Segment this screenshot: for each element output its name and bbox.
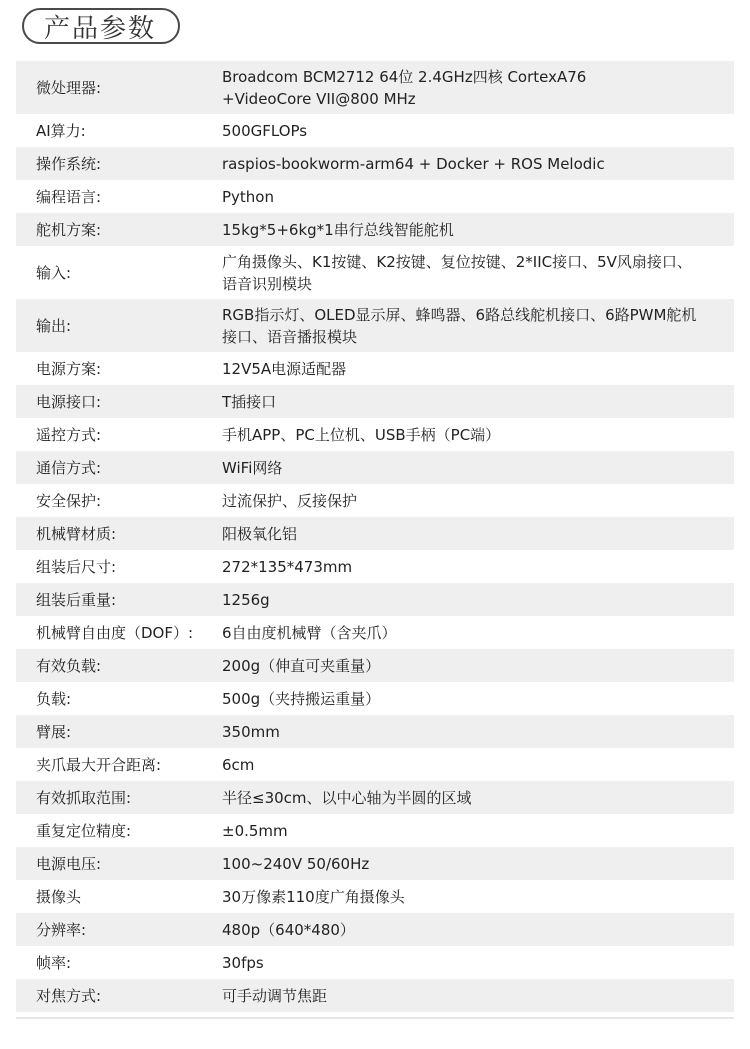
spec-label: 有效负载: — [36, 656, 102, 675]
spec-row — [16, 616, 734, 649]
spec-row — [16, 682, 734, 715]
spec-value-line: ±0.5mm — [222, 821, 288, 840]
spec-label: 分辨率: — [36, 920, 87, 939]
spec-row — [16, 715, 734, 748]
spec-label: 夹爪最大开合距离: — [36, 755, 162, 774]
spec-row — [16, 946, 734, 979]
spec-value-line: 480p（640*480） — [222, 920, 355, 939]
spec-value — [206, 952, 734, 974]
spec-row — [16, 781, 734, 814]
spec-value-line: 1256g — [222, 590, 270, 609]
spec-row — [16, 814, 734, 847]
spec-row — [16, 484, 734, 517]
spec-value — [206, 153, 734, 175]
spec-row — [16, 114, 734, 147]
spec-label: 对焦方式: — [36, 986, 102, 1005]
spec-label: 负载: — [36, 689, 72, 708]
spec-label: 电源接口: — [36, 392, 102, 411]
spec-label: 重复定位精度: — [36, 821, 132, 840]
spec-row — [16, 748, 734, 781]
spec-value-line: 可手动调节焦距 — [222, 986, 328, 1005]
spec-row — [16, 418, 734, 451]
spec-label: 机械臂材质: — [36, 524, 117, 543]
spec-label: AI算力: — [36, 121, 86, 140]
spec-value-line: WiFi网络 — [222, 458, 283, 477]
spec-value — [206, 358, 734, 380]
spec-value-line: 30万像素110度广角摄像头 — [222, 887, 405, 906]
spec-value — [206, 424, 734, 446]
spec-value — [206, 304, 734, 348]
spec-value — [206, 919, 734, 941]
spec-value — [206, 251, 734, 295]
table-bottom-divider — [16, 1017, 734, 1019]
spec-value-line: 广角摄像头、K1按键、K2按键、复位按键、2*IIC接口、5V风扇接口、 — [222, 252, 692, 271]
spec-value-line: 100~240V 50/60Hz — [222, 854, 370, 873]
spec-value — [206, 186, 734, 208]
spec-row — [16, 517, 734, 550]
spec-row — [16, 213, 734, 246]
spec-row — [16, 451, 734, 484]
spec-value-line: RGB指示灯、OLED显示屏、蜂鸣器、6路总线舵机接口、6路PWM舵机 — [222, 305, 697, 324]
spec-label: 操作系统: — [36, 154, 102, 173]
spec-value — [206, 853, 734, 875]
spec-value-line: +VideoCore VII@800 MHz — [222, 89, 416, 108]
spec-value — [206, 787, 734, 809]
spec-row — [16, 550, 734, 583]
spec-value — [206, 66, 734, 110]
spec-label: 安全保护: — [36, 491, 102, 510]
spec-value-line: 过流保护、反接保护 — [222, 491, 358, 510]
spec-row — [16, 299, 734, 352]
spec-value-line: 半径≤30cm、以中心轴为半圆的区域 — [222, 788, 472, 807]
spec-value-line: 阳极氧化铝 — [222, 524, 298, 543]
spec-value — [206, 688, 734, 710]
spec-row — [16, 583, 734, 616]
spec-row — [16, 385, 734, 418]
spec-label: 臂展: — [36, 722, 72, 741]
spec-value — [206, 490, 734, 512]
spec-label: 输出: — [36, 316, 72, 335]
spec-row — [16, 61, 734, 114]
spec-label: 摄像头 — [36, 887, 82, 906]
spec-row — [16, 913, 734, 946]
spec-label: 有效抓取范围: — [36, 788, 132, 807]
spec-value — [206, 622, 734, 644]
spec-value-line: 6cm — [222, 755, 255, 774]
spec-value — [206, 556, 734, 578]
spec-label: 输入: — [36, 263, 72, 282]
spec-value — [206, 120, 734, 142]
spec-value-line: 272*135*473mm — [222, 557, 353, 576]
spec-value-line: 12V5A电源适配器 — [222, 359, 347, 378]
spec-value-line: raspios-bookworm-arm64 + Docker + ROS Melodic — [222, 154, 605, 173]
spec-label: 编程语言: — [36, 187, 102, 206]
spec-value — [206, 589, 734, 611]
spec-label: 微处理器: — [36, 78, 102, 97]
spec-label: 机械臂自由度（DOF）: — [36, 623, 194, 642]
spec-value — [206, 219, 734, 241]
spec-label: 舵机方案: — [36, 220, 102, 239]
spec-value-line: 语音识别模块 — [222, 274, 313, 293]
spec-value-line: 手机APP、PC上位机、USB手柄（PC端） — [222, 425, 501, 444]
spec-row — [16, 880, 734, 913]
spec-row — [16, 180, 734, 213]
spec-label: 遥控方式: — [36, 425, 102, 444]
spec-value-line: 接口、语音播报模块 — [222, 327, 358, 346]
spec-value — [206, 820, 734, 842]
spec-value-line: 500g（夹持搬运重量） — [222, 689, 381, 708]
spec-value-line: 200g（伸直可夹重量） — [222, 656, 381, 675]
spec-value-line: 350mm — [222, 722, 280, 741]
section-title: 产品参数 — [22, 8, 180, 44]
spec-value — [206, 457, 734, 479]
spec-row — [16, 649, 734, 682]
spec-value-line: 6自由度机械臂（含夹爪） — [222, 623, 397, 642]
spec-row — [16, 979, 734, 1012]
spec-value — [206, 655, 734, 677]
spec-value-line: Broadcom BCM2712 64位 2.4GHz四核 CortexA76 — [222, 67, 587, 86]
spec-label: 组装后尺寸: — [36, 557, 117, 576]
spec-value-line: Python — [222, 187, 274, 206]
spec-row — [16, 246, 734, 299]
spec-value — [206, 886, 734, 908]
spec-row — [16, 147, 734, 180]
spec-label: 帧率: — [36, 953, 72, 972]
spec-value — [206, 754, 734, 776]
spec-value-line: 15kg*5+6kg*1串行总线智能舵机 — [222, 220, 454, 239]
spec-value-line: 30fps — [222, 953, 264, 972]
spec-value — [206, 985, 734, 1007]
spec-label: 组装后重量: — [36, 590, 117, 609]
spec-label: 电源方案: — [36, 359, 102, 378]
spec-value-line: 500GFLOPs — [222, 121, 308, 140]
spec-value — [206, 523, 734, 545]
spec-row — [16, 352, 734, 385]
spec-value — [206, 721, 734, 743]
spec-value — [206, 391, 734, 413]
spec-value-line: T插接口 — [222, 392, 277, 411]
spec-table — [16, 61, 734, 1012]
spec-label: 电源电压: — [36, 854, 102, 873]
spec-row — [16, 847, 734, 880]
spec-label: 通信方式: — [36, 458, 102, 477]
